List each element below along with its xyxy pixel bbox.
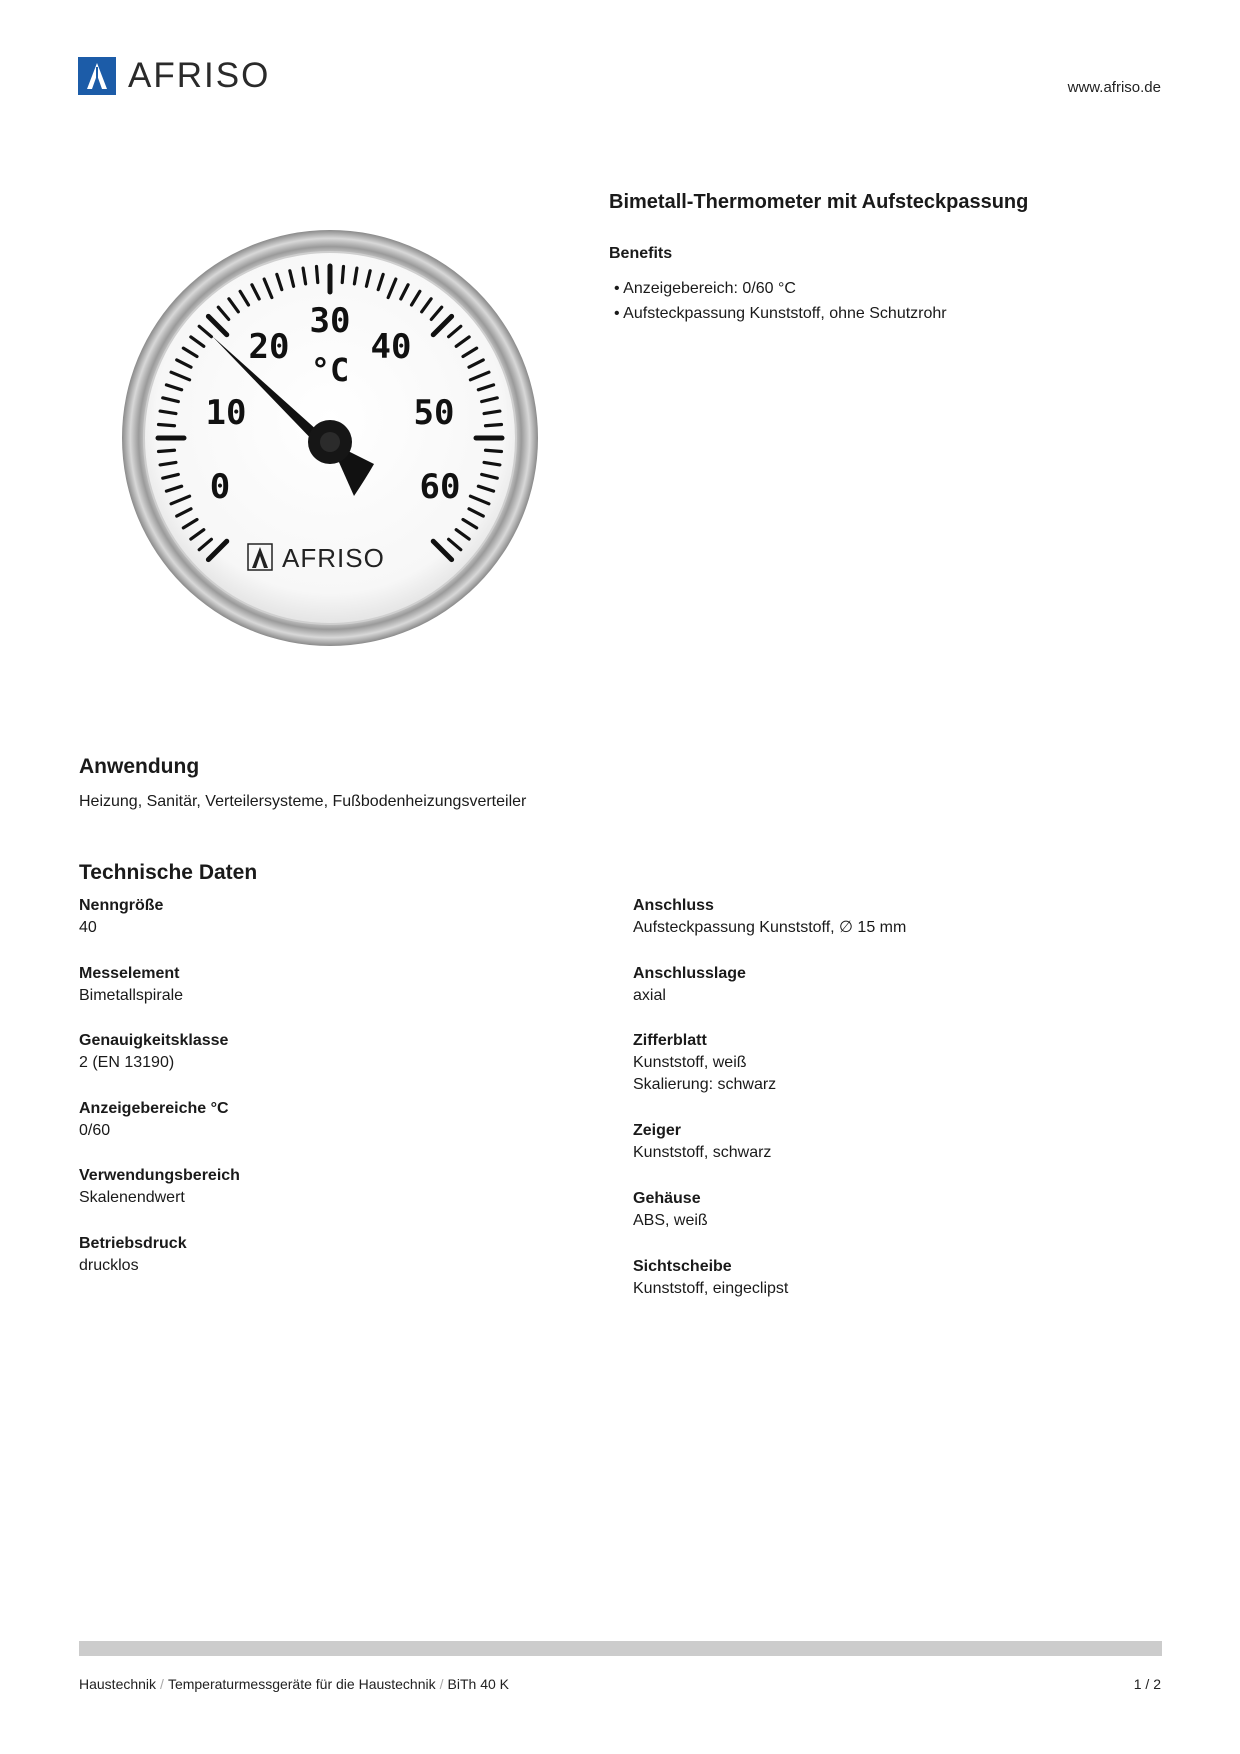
dial-tick (159, 450, 175, 451)
spec-label: Messelement (79, 965, 180, 982)
dial-tick (317, 267, 318, 283)
spec-value: Kunststoff, weiß (633, 1054, 747, 1071)
spec-zeiger (633, 1120, 771, 1164)
spec-label: Zifferblatt (633, 1032, 707, 1049)
spec-label: Anzeigebereiche °C (79, 1100, 229, 1117)
benefit-item: • Anzeigebereich: 0/60 °C (614, 276, 947, 301)
dial-number-20: 20 (248, 327, 290, 367)
spec-genauigkeitsklasse (79, 1030, 228, 1074)
dial-tick (342, 267, 343, 283)
spec-label: Verwendungsbereich (79, 1167, 240, 1184)
spec-zifferblatt (633, 1030, 776, 1096)
spec-value: Bimetallspirale (79, 987, 184, 1004)
spec-value: ABS, weiß (633, 1212, 708, 1229)
page-number: 1 / 2 (1133, 1676, 1161, 1692)
dial-brand-text: AFRISO (282, 543, 385, 573)
spec-label: Gehäuse (633, 1190, 701, 1207)
spec-verwendungsbereich (79, 1165, 240, 1209)
breadcrumb-item[interactable]: Temperaturmessgeräte für die Haustechnik (167, 1676, 436, 1692)
spec-anzeigebereiche (79, 1098, 229, 1142)
spec-label: Zeiger (633, 1122, 682, 1139)
spec-value: axial (633, 987, 666, 1004)
spec-label: Sichtscheibe (633, 1258, 732, 1275)
spec-gehaeuse (633, 1188, 708, 1232)
spec-anschlusslage (633, 963, 746, 1007)
spec-nenngroesse (79, 895, 163, 939)
dial-unit: °C (310, 351, 350, 389)
dial-number-30: 30 (309, 301, 351, 341)
anwendung-text: Heizung, Sanitär, Verteilersysteme, Fußbodenheizungsverteiler (79, 793, 527, 810)
dial-tick (486, 425, 502, 426)
breadcrumb (79, 1676, 509, 1692)
spec-value: Kunststoff, schwarz (633, 1144, 772, 1161)
product-title: Bimetall-Thermometer mit Aufsteckpassung (609, 191, 1029, 213)
spec-sichtscheibe (633, 1256, 788, 1300)
spec-betriebsdruck (79, 1233, 187, 1277)
breadcrumb-separator: / (439, 1676, 444, 1692)
dial-number-10: 10 (205, 393, 247, 433)
afriso-logo-mark-icon (78, 57, 116, 95)
spec-label: Betriebsdruck (79, 1235, 187, 1252)
anwendung-heading: Anwendung (79, 755, 200, 778)
spec-messelement (79, 963, 183, 1007)
benefits-list (614, 276, 947, 326)
spec-value: 0/60 (79, 1122, 111, 1139)
spec-value: Skalierung: schwarz (633, 1076, 777, 1093)
spec-anschluss (633, 895, 906, 939)
dial-number-60: 60 (419, 467, 461, 507)
dial-number-0: 0 (209, 467, 231, 507)
spec-value: Aufsteckpassung Kunststoff, ∅ 15 mm (633, 919, 907, 936)
spec-label: Nenngröße (79, 897, 164, 914)
spec-value: Kunststoff, eingeclipst (633, 1280, 789, 1297)
spec-value: 2 (EN 13190) (79, 1054, 175, 1071)
benefit-item: • Aufsteckpassung Kunststoff, ohne Schutzrohr (614, 301, 947, 326)
spec-label: Anschlusslage (633, 965, 746, 982)
website-link[interactable]: www.afriso.de (1067, 79, 1161, 96)
spec-label: Genauigkeitsklasse (79, 1032, 229, 1049)
dial-number-40: 40 (370, 327, 412, 367)
benefits-heading: Benefits (609, 245, 673, 262)
spec-value: Skalenendwert (79, 1189, 185, 1206)
spec-value: 40 (79, 919, 97, 936)
spec-label: Anschluss (633, 897, 714, 914)
breadcrumb-separator: / (160, 1676, 164, 1692)
thermometer-image (120, 228, 540, 648)
technische-daten-heading: Technische Daten (79, 861, 258, 884)
afriso-logo (78, 56, 270, 96)
dial-number-50: 50 (413, 393, 455, 433)
footer-bar (79, 1641, 1162, 1656)
dial-tick (159, 425, 175, 426)
spec-value: drucklos (79, 1257, 139, 1274)
brand-name: AFRISO (128, 56, 271, 95)
dial-tick (486, 450, 502, 451)
breadcrumb-item[interactable]: Haustechnik (79, 1676, 157, 1692)
breadcrumb-item[interactable]: BiTh 40 K (447, 1676, 509, 1692)
